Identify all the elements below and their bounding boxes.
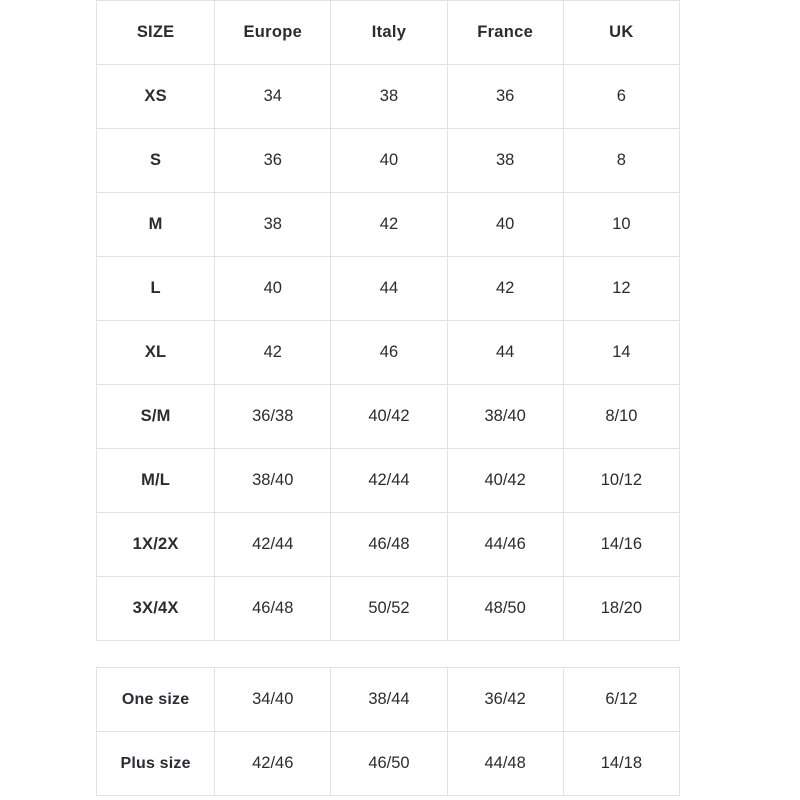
- cell-france: 40/42: [447, 449, 563, 513]
- table-row: [97, 577, 680, 641]
- row-label: S/M: [97, 385, 215, 449]
- cell-italy: 38: [331, 65, 447, 129]
- cell-europe: 40: [215, 257, 331, 321]
- row-label: XL: [97, 321, 215, 385]
- table-row: [97, 449, 680, 513]
- main-size-table-head: [97, 1, 680, 65]
- table-row: [97, 193, 680, 257]
- cell-italy: 46/50: [331, 732, 447, 796]
- cell-italy: 40/42: [331, 385, 447, 449]
- row-label: M/L: [97, 449, 215, 513]
- cell-france: 38/40: [447, 385, 563, 449]
- cell-uk: 14/16: [563, 513, 679, 577]
- row-label: Plus size: [97, 732, 215, 796]
- cell-italy: 46/48: [331, 513, 447, 577]
- row-label: 3X/4X: [97, 577, 215, 641]
- cell-italy: 40: [331, 129, 447, 193]
- cell-italy: 50/52: [331, 577, 447, 641]
- row-label: One size: [97, 668, 215, 732]
- cell-france: 44/48: [447, 732, 563, 796]
- row-label: L: [97, 257, 215, 321]
- cell-italy: 38/44: [331, 668, 447, 732]
- table-row: [97, 65, 680, 129]
- table-row: [97, 385, 680, 449]
- cell-uk: 10/12: [563, 449, 679, 513]
- cell-uk: 14/18: [563, 732, 679, 796]
- table-row: [97, 321, 680, 385]
- cell-italy: 44: [331, 257, 447, 321]
- cell-italy: 42/44: [331, 449, 447, 513]
- cell-uk: 10: [563, 193, 679, 257]
- cell-france: 44/46: [447, 513, 563, 577]
- cell-france: 44: [447, 321, 563, 385]
- cell-europe: 42/46: [215, 732, 331, 796]
- table-row: [97, 668, 680, 732]
- table-row: [97, 129, 680, 193]
- row-label: 1X/2X: [97, 513, 215, 577]
- column-header-uk: UK: [563, 1, 679, 65]
- table-row: [97, 732, 680, 796]
- cell-france: 36: [447, 65, 563, 129]
- cell-europe: 36/38: [215, 385, 331, 449]
- cell-italy: 42: [331, 193, 447, 257]
- cell-europe: 34/40: [215, 668, 331, 732]
- cell-uk: 8/10: [563, 385, 679, 449]
- column-header-italy: Italy: [331, 1, 447, 65]
- cell-europe: 38: [215, 193, 331, 257]
- column-header-size: SIZE: [97, 1, 215, 65]
- cell-europe: 38/40: [215, 449, 331, 513]
- cell-uk: 8: [563, 129, 679, 193]
- table-row: [97, 257, 680, 321]
- cell-italy: 46: [331, 321, 447, 385]
- cell-france: 36/42: [447, 668, 563, 732]
- cell-uk: 12: [563, 257, 679, 321]
- column-header-europe: Europe: [215, 1, 331, 65]
- cell-europe: 36: [215, 129, 331, 193]
- row-label: S: [97, 129, 215, 193]
- row-label: XS: [97, 65, 215, 129]
- cell-france: 48/50: [447, 577, 563, 641]
- cell-europe: 42/44: [215, 513, 331, 577]
- cell-uk: 18/20: [563, 577, 679, 641]
- table-header-row: [97, 1, 680, 65]
- cell-france: 40: [447, 193, 563, 257]
- main-size-table: [96, 0, 680, 641]
- cell-uk: 6: [563, 65, 679, 129]
- main-size-table-container: [96, 0, 680, 641]
- cell-europe: 34: [215, 65, 331, 129]
- cell-europe: 46/48: [215, 577, 331, 641]
- cell-europe: 42: [215, 321, 331, 385]
- cell-france: 42: [447, 257, 563, 321]
- secondary-size-table-body: [97, 668, 680, 796]
- row-label: M: [97, 193, 215, 257]
- table-row: [97, 513, 680, 577]
- column-header-france: France: [447, 1, 563, 65]
- cell-france: 38: [447, 129, 563, 193]
- cell-uk: 14: [563, 321, 679, 385]
- secondary-size-table: [96, 667, 680, 796]
- secondary-size-table-container: [96, 667, 680, 796]
- cell-uk: 6/12: [563, 668, 679, 732]
- main-size-table-body: [97, 65, 680, 641]
